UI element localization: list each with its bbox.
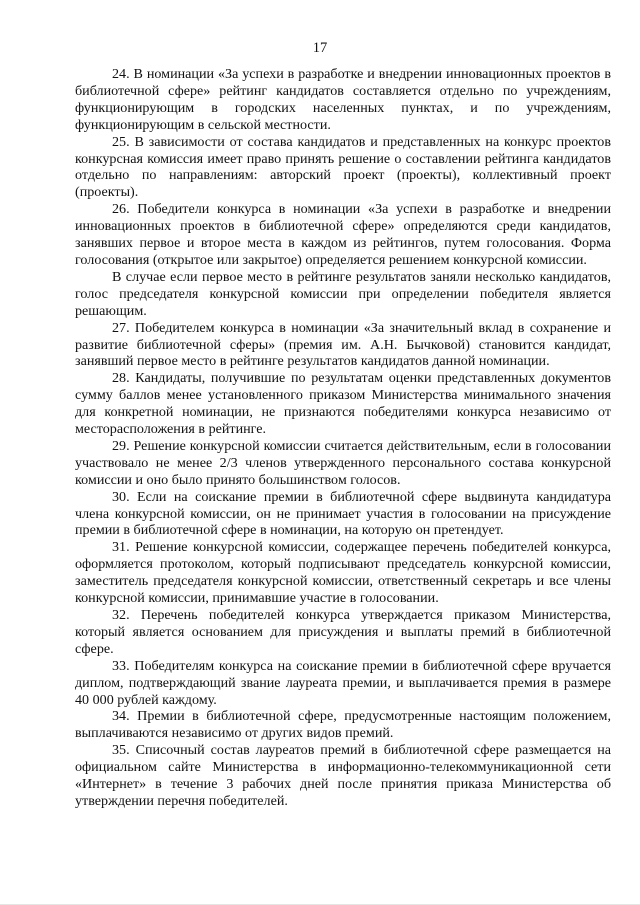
paragraph-29: 29. Решение конкурсной комиссии считается действительным, если в голосовании участвовало не менее 2/3 членов утвержденного персонального состава конкурсной комиссии и оно было принято большинством голосов. [75, 437, 611, 488]
paragraph-28: 28. Кандидаты, получившие по результатам оценки представленных документов сумму баллов менее установленного приказом Министерства минимального значения для конкретной номинации, не признаются победителями конкурса независимо от месторасположения в рейтинге. [75, 370, 611, 438]
paragraph-32: 32. Перечень победителей конкурса утверждается приказом Министерства, который является основанием для присуждения и выплаты премий в библиотечной сфере. [75, 607, 611, 657]
paragraph-24: 24. В номинации «За успехи в разработке и внедрении инновационных проектов в библиотечной сфере» рейтинг кандидатов составляется отдельно по учреждениям, функционирующим в городских населенных пунктах, и по учреждениям, функционирующим в сельской местности. [75, 66, 611, 133]
paragraph-30: 30. Если на соискание премии в библиотечной сфере выдвинута кандидатура члена конкурсной комиссии, он не принимает участия в голосовании на присуждение премии в библиотечной сфере в номинации, на которую он претендует. [75, 488, 611, 539]
paragraph-25: 25. В зависимости от состава кандидатов и представленных на конкурс проектов конкурсная комиссия имеет право принять решение о составлении рейтинга кандидатов отдельно по направлениям: авторский проект (проекты), коллективный проект (проекты). [75, 133, 611, 201]
paragraph-26: 26. Победители конкурса в номинации «За успехи в разработке и внедрении инновационных проектов в библиотечной сфере» определяются среди кандидатов, занявших первое и второе места в каждом из рейтингов, путем голосования. Форма голосования (открытое или закрытое) определяется решением конкурсной комиссии. [75, 201, 611, 268]
paragraph-27: 27. Победителем конкурса в номинации «За значительный вклад в сохранение и развитие библиотечной сферы» (премия им. А.Н. Бычковой) становится кандидат, занявший первое место в рейтинге результатов кандидатов данной номинации. [75, 319, 611, 370]
document-body [75, 66, 611, 810]
paragraph-35: 35. Списочный состав лауреатов премий в библиотечной сфере размещается на официальном сайте Министерства в информационно-телекоммуникационной сети «Интернет» в течение 3 рабочих дней после принятия приказа Министерства об утверждении перечня победителей. [75, 742, 611, 809]
paragraph-26-tie-rule: В случае если первое место в рейтинге результатов заняли несколько кандидатов, голос председателя конкурсной комиссии при определении победителя является решающим. [75, 268, 611, 319]
page-number: 17 [312, 40, 328, 56]
paragraph-34: 34. Премии в библиотечной сфере, предусмотренные настоящим положением, выплачиваются независимо от других видов премий. [75, 708, 611, 742]
paragraph-31: 31. Решение конкурсной комиссии, содержащее перечень победителей конкурса, оформляется протоколом, который подписывают председатель конкурсной комиссии, заместитель председателя конкурсной комиссии, ответственный секретарь и все члены конкурсной комиссии, принимавшие участие в голосовании. [75, 539, 611, 607]
paragraph-33: 33. Победителям конкурса на соискание премии в библиотечной сфере вручается диплом, подтверждающий звание лауреата премии, и выплачивается премия в размере 40 000 рублей каждому. [75, 657, 611, 708]
